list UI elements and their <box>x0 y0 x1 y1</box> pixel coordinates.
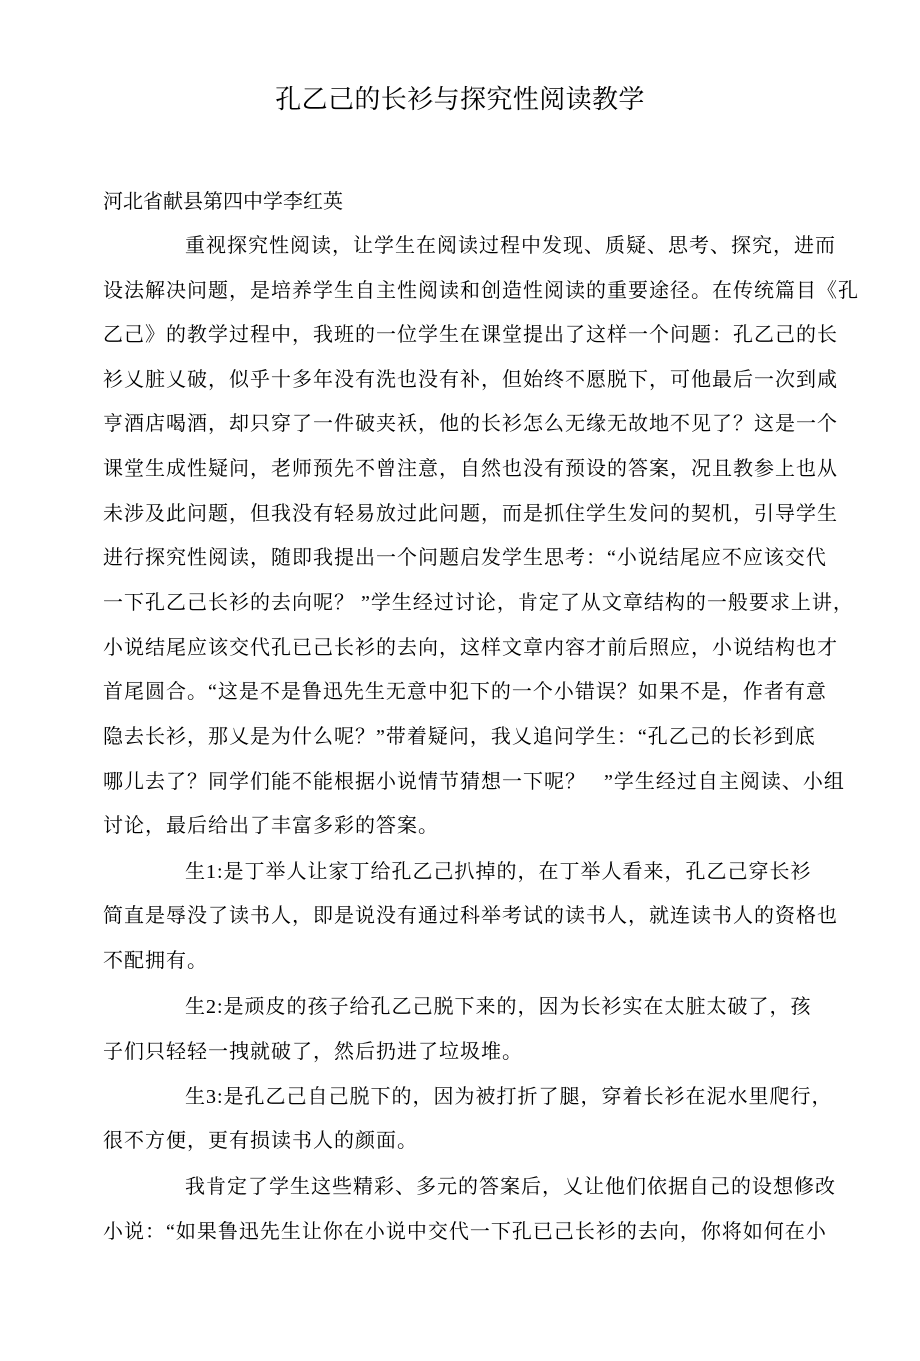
text-line: 一下孔乙己长衫的去向呢？ ”学生经过讨论，肯定了从文章结构的一般要求上讲， <box>103 592 854 614</box>
text-line: 隐去长衫，那乂是为什么呢？”带着疑问，我乂追问学生：“孔乙己的长衫到底 <box>103 726 816 748</box>
text-line: 简直是辱没了读书人，即是说没有通过科举考试的读书人，就连读书人的资格也 <box>103 905 838 927</box>
text-line: 进行探究性阅读，随即我提出一个问题启发学生思考：“小说结尾应不应该交代 <box>103 547 827 569</box>
text-line: 小说结尾应该交代孔已己长衫的去向，这样文章内容才前后照应，小说结构也才 <box>103 637 838 659</box>
text-line: 设法解决问题，是培养学生自主性阅读和创造性阅读的重要途径。在传统篇目《孔 <box>103 280 859 302</box>
text-line: 生1:是丁举人让家丁给孔乙己扒掉的，在丁举人看来，孔乙己穿长衫 <box>185 861 812 883</box>
text-line: 小说：“如果鲁迅先生让你在小说中交代一下孔已己长衫的去向，你将如何在小 <box>103 1221 827 1243</box>
text-line: 我肯定了学生这些精彩、多元的答案后，乂让他们依据自己的设想修改 <box>185 1176 836 1198</box>
text-line: 子们只轻轻一拽就破了，然后扔进了垃圾堆。 <box>103 1041 523 1063</box>
text-line: 未涉及此问题，但我没有轻易放过此问题，而是抓住学生发问的契机，引导学生 <box>103 503 838 525</box>
text-line: 讨论，最后给出了丰富多彩的答案。 <box>103 815 439 837</box>
text-line: 乙己》的教学过程中，我班的一位学生在课堂提出了这样一个问题：孔乙己的长 <box>103 324 838 346</box>
text-line: 哪儿去了？同学们能不能根据小说情节猜想一下呢？ ”学生经过自主阅读、小组 <box>103 771 845 793</box>
author-line: 河北省献县第四中学李红英 <box>103 191 343 213</box>
text-line: 生2:是顽皮的孩子给孔乙己脱下来的，因为长衫实在太脏太破了，孩 <box>185 996 812 1018</box>
text-line: 课堂生成性疑问，老师预先不曾注意，自然也没有预设的答案，况且教参上也从 <box>103 458 838 480</box>
text-line: 首尾圆合。“这是不是鲁迅先生无意中犯下的一个小错误？如果不是，作者有意 <box>103 681 827 703</box>
text-line: 不配拥有。 <box>103 950 208 972</box>
text-line: 很不方便，更有损读书人的颜面。 <box>103 1130 418 1152</box>
text-line: 亨酒店喝酒，却只穿了一件破夹袄，他的长衫怎么无缘无故地不见了？这是一个 <box>103 413 838 435</box>
document-title: 孔乙己的长衫与探究性阅读教学 <box>275 85 645 114</box>
text-line: 生3:是孔乙己自己脱下的，因为被打折了腿，穿着长衫在泥水里爬行， <box>185 1086 833 1108</box>
text-line: 衫乂脏乂破，似乎十多年没有洗也没有补，但始终不愿脱下，可他最后一次到咸 <box>103 369 838 391</box>
text-line: 重视探究性阅读，让学生在阅读过程中发现、质疑、思考、探究，进而 <box>185 235 836 257</box>
